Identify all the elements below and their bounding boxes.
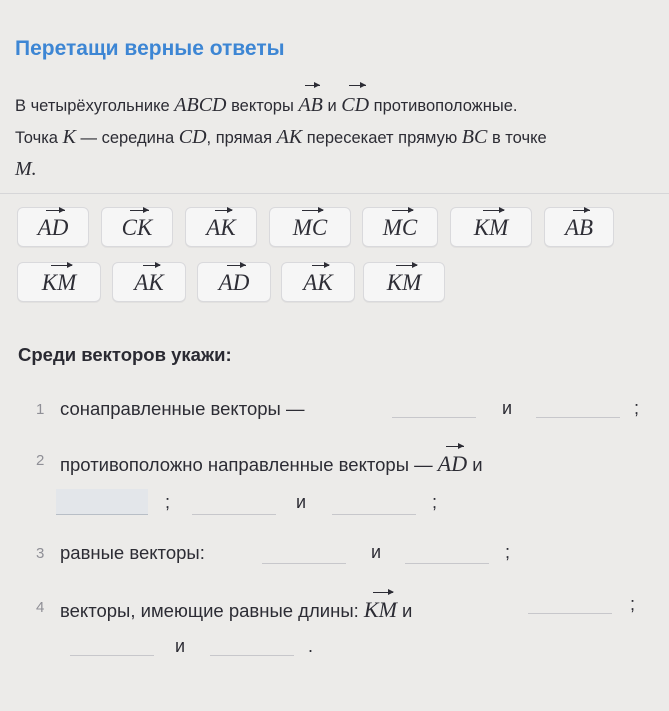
and-label: и	[175, 636, 186, 656]
drop-slot[interactable]	[405, 538, 489, 564]
question-text: векторы, имеющие равные длины: KM и	[60, 597, 413, 622]
drop-slot[interactable]	[332, 489, 416, 515]
drop-slot[interactable]	[536, 392, 620, 418]
and-label: и	[502, 398, 513, 418]
answer-chip[interactable]: MC	[269, 207, 351, 247]
answer-chip[interactable]: KM	[363, 262, 445, 302]
drop-slot[interactable]	[262, 538, 346, 564]
page-title: Перетащи верные ответы	[15, 37, 285, 60]
answer-chip[interactable]: KM	[17, 262, 101, 302]
separator: ;	[630, 594, 636, 614]
answer-chip[interactable]: MC	[362, 207, 438, 247]
separator: ;	[165, 492, 171, 512]
separator: ;	[505, 542, 511, 562]
question-number: 1	[36, 401, 45, 418]
divider	[0, 193, 669, 194]
separator: ;	[634, 398, 640, 418]
question-text: противоположно направленные векторы — AD и	[60, 451, 483, 476]
drop-slot[interactable]	[210, 630, 294, 656]
answer-chip[interactable]: AD	[197, 262, 271, 302]
drop-slot[interactable]	[192, 489, 276, 515]
answer-chip[interactable]: KM	[450, 207, 532, 247]
separator: ;	[432, 492, 438, 512]
question-number: 3	[36, 545, 45, 562]
subheading: Среди векторов укажи:	[18, 344, 232, 365]
question-number: 4	[36, 599, 45, 616]
and-label: и	[296, 492, 307, 512]
answer-chip[interactable]: AD	[17, 207, 89, 247]
answer-chip[interactable]: AK	[185, 207, 257, 247]
question-text: равные векторы:	[60, 542, 205, 563]
drop-slot[interactable]	[528, 588, 612, 614]
and-label: и	[371, 542, 382, 562]
drop-slot[interactable]	[56, 489, 148, 515]
question-text: сонаправленные векторы —	[60, 398, 305, 419]
answer-chip[interactable]: AK	[281, 262, 355, 302]
answer-chip[interactable]: AK	[112, 262, 186, 302]
separator: .	[308, 636, 314, 656]
answer-chip[interactable]: CK	[101, 207, 173, 247]
task-statement: В четырёхугольнике ABCD векторы AB и CD противоположные. Точка K — середина CD, прямая AK пересекает прямую BC в точке M.	[15, 88, 669, 186]
answer-chip[interactable]: AB	[544, 207, 614, 247]
drop-slot[interactable]	[70, 630, 154, 656]
question-number: 2	[36, 452, 45, 469]
drop-slot[interactable]	[392, 392, 476, 418]
